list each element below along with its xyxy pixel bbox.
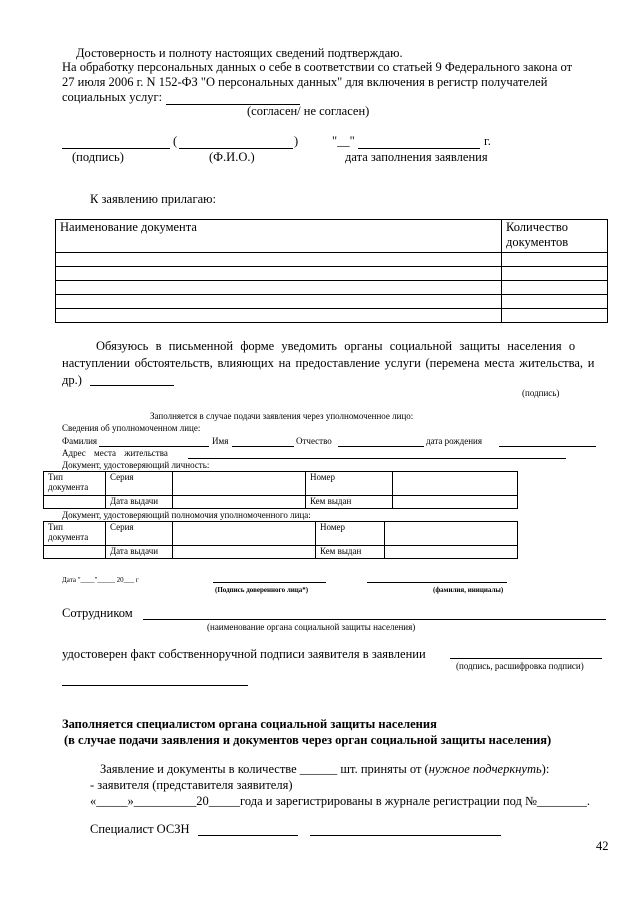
obligation-line-2: наступлении обстоятельств, влияющих на предоставление услуги (перемена места жительства, и xyxy=(62,356,595,370)
bracket-open: ( xyxy=(173,134,178,148)
attachments-table xyxy=(55,219,608,323)
col-doc-name: Наименование документа xyxy=(56,220,502,253)
col-doc-count: Количество документов xyxy=(502,220,608,253)
osszn-name-field[interactable] xyxy=(310,835,501,836)
employee-org-field[interactable] xyxy=(143,619,606,620)
caption-surname-initials: (фамилия, инициалы) xyxy=(433,586,504,594)
date-field[interactable] xyxy=(358,148,480,149)
obligation-signature-field[interactable] xyxy=(90,385,174,386)
accepted-line: Заявление и документы в количестве ______ шт. приняты от (нужное подчеркнуть): xyxy=(100,762,550,776)
caption-date: дата заполнения заявления xyxy=(345,150,488,164)
page-number: 42 xyxy=(596,839,609,853)
birthdate-field[interactable] xyxy=(499,446,596,447)
agree-caption: (согласен/ не согласен) xyxy=(247,104,370,118)
proxy-date: Дата "____"_____ 20___ г xyxy=(62,576,139,584)
consent-line-1: Достоверность и полноту настоящих сведений подтверждаю. xyxy=(76,46,403,60)
address-field[interactable] xyxy=(188,458,566,459)
osszn-label: Специалист ОСЗН xyxy=(90,822,190,836)
table-row[interactable] xyxy=(56,281,608,295)
label-patronymic: Отчество xyxy=(296,436,332,446)
extra-field[interactable] xyxy=(62,685,248,686)
date-day: "__" xyxy=(332,134,355,148)
patronymic-field[interactable] xyxy=(338,446,424,447)
consent-line-2: На обработку персональных данных о себе в соответствии со статьей 9 Федерального закона от xyxy=(62,60,573,74)
specialist-heading-1: Заполняется специалистом органа социальной защиты населения xyxy=(62,717,437,731)
signature-field[interactable] xyxy=(62,148,170,149)
employee-label: Сотрудником xyxy=(62,606,133,620)
surname-field[interactable] xyxy=(99,446,209,447)
table-row[interactable] xyxy=(56,295,608,309)
consent-line-4: социальных услуг: xyxy=(62,90,163,104)
caption-trusted-signature: (Подпись доверенного лица*) xyxy=(215,586,309,594)
registration-line: «_____»__________20_____года и зарегистрированы в журнале регистрации под №________. xyxy=(90,794,591,808)
label-birthdate: дата рождения xyxy=(426,436,482,446)
proxy-heading: Заполняется в случае подачи заявления через уполномоченное лицо: xyxy=(150,411,414,421)
auth-doc-table: Тип документа Серия Номер Дата выдачи Кем выдан xyxy=(43,521,518,559)
fio-field[interactable] xyxy=(179,148,293,149)
certified-label: удостоверен факт собственноручной подписи заявителя в заявлении xyxy=(62,647,426,661)
label-name: Имя xyxy=(212,436,229,446)
label-address: Адрес места жительства xyxy=(62,448,168,458)
obligation-caption: (подпись) xyxy=(522,388,560,398)
caption-org: (наименование органа социальной защиты населения) xyxy=(207,622,416,632)
obligation-line-1: Обязуюсь в письменной форме уведомить органы социальной защиты населения о xyxy=(96,339,576,353)
auth-doc-label: Документ, удостоверяющий полномочия уполномоченного лица: xyxy=(62,510,311,520)
id-doc-label: Документ, удостоверяющий личность: xyxy=(62,460,210,470)
caption-sig-decode: (подпись, расшифровка подписи) xyxy=(456,661,584,671)
bracket-close: ) xyxy=(294,134,299,148)
certified-signature-field[interactable] xyxy=(450,658,602,659)
table-row[interactable] xyxy=(56,253,608,267)
from-line: - заявителя (представителя заявителя) xyxy=(90,778,293,792)
proxy-info: Сведения об уполномоченном лице: xyxy=(62,423,201,433)
year-suffix: г. xyxy=(484,134,491,148)
osszn-signature-field[interactable] xyxy=(198,835,298,836)
table-row[interactable] xyxy=(56,267,608,281)
table-row[interactable] xyxy=(56,309,608,323)
caption-fio: (Ф.И.О.) xyxy=(209,150,255,164)
name-field[interactable] xyxy=(232,446,294,447)
label-surname: Фамилия xyxy=(62,436,98,446)
consent-line-3: 27 июля 2006 г. N 152-ФЗ "О персональных данных" для включения в регистр получателей xyxy=(62,75,548,89)
caption-signature: (подпись) xyxy=(72,150,124,164)
specialist-heading-2: (в случае подачи заявления и документов через орган социальной защиты населения) xyxy=(64,733,552,747)
trusted-initials-field[interactable] xyxy=(367,582,507,583)
obligation-line-3: др.) xyxy=(62,373,82,387)
trusted-signature-field[interactable] xyxy=(213,582,326,583)
id-doc-table: Тип документа Серия Номер Дата выдачи Кем выдан xyxy=(43,471,518,509)
attach-heading: К заявлению прилагаю: xyxy=(90,192,216,206)
